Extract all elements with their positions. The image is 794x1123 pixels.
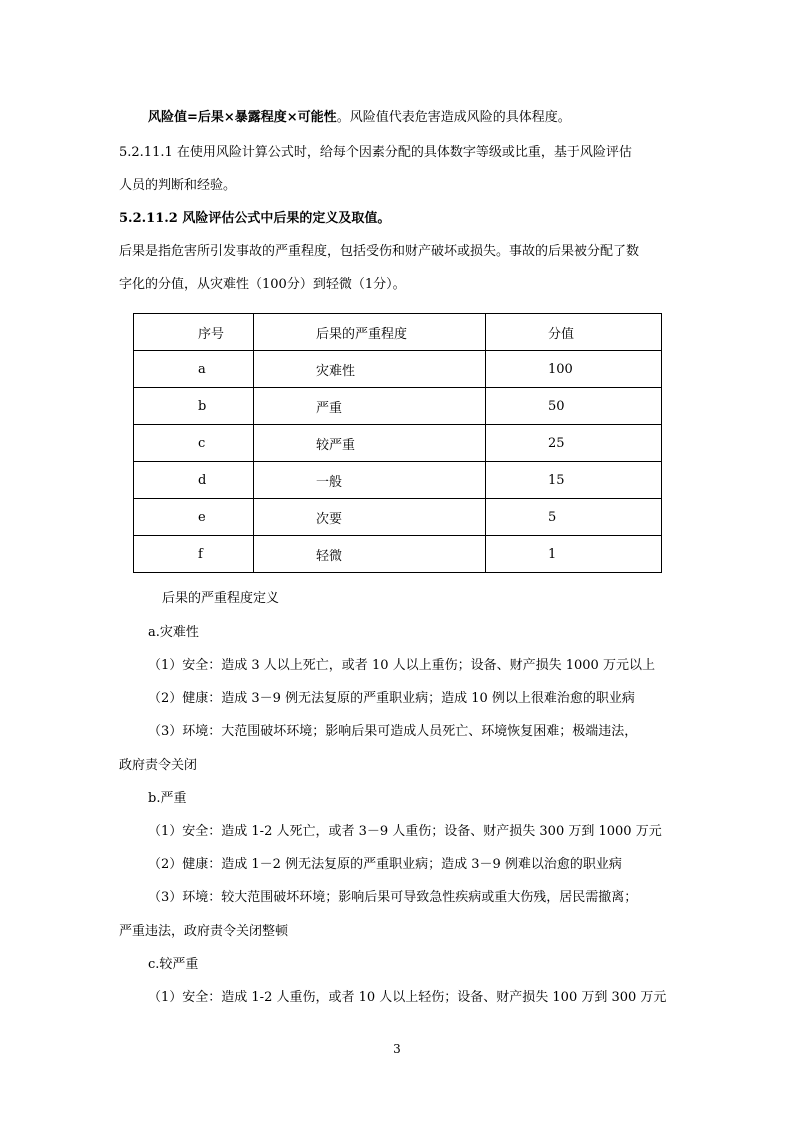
section-b-item3-line2: 严重违法，政府责令关闭整顿 [119,924,289,939]
section-b-item1: （1）安全：造成 1-2 人死亡，或者 3－9 人重伤；设备、财产损失 300 万到 1000 万元 [148,824,662,839]
para-5-2-11-1-line1: 5.2.11.1 在使用风险计算公式时，给每个因素分配的具体数字等级或比重，基于风险评估 [119,145,632,160]
row-id: c [134,425,254,462]
row-score: 5 [486,499,662,536]
row-id: f [134,536,254,573]
row-severity: 一般 [254,462,486,499]
row-id: a [134,351,254,388]
risk-formula [148,108,571,128]
row-severity: 较严重 [254,425,486,462]
severity-table [133,313,662,573]
row-score: 25 [486,425,662,462]
section-a-item3-line1: （3）环境：大范围破坏环境；影响后果可造成人员死亡、环境恢复困难；极端违法， [148,724,638,739]
row-id: d [134,462,254,499]
row-score: 1 [486,536,662,573]
table-caption: 后果的严重程度定义 [162,591,280,606]
row-id: e [134,499,254,536]
table-row [134,425,662,462]
table-row [134,351,662,388]
row-severity: 次要 [254,499,486,536]
section-c-title: c.较严重 [148,957,199,972]
section-a-title: a.灾难性 [148,625,199,640]
consequence-intro-line1: 后果是指危害所引发事故的严重程度，包括受伤和财产破坏或损失。事故的后果被分配了数 [119,244,640,259]
row-score: 15 [486,462,662,499]
section-a-item3-line2: 政府责令关闭 [119,758,198,773]
row-score: 50 [486,388,662,425]
section-a-item2: （2）健康：造成 3－9 例无法复原的严重职业病；造成 10 例以上很难治愈的职业病 [148,691,635,706]
header-id: 序号 [134,314,254,351]
header-score: 分值 [486,314,662,351]
row-id: b [134,388,254,425]
table-header-row [134,314,662,351]
row-score: 100 [486,351,662,388]
header-severity: 后果的严重程度 [254,314,486,351]
consequence-intro-line2: 字化的分值，从灾难性（100分）到轻微（1分）。 [119,277,406,292]
section-b-item2: （2）健康：造成 1－2 例无法复原的严重职业病；造成 3－9 例难以治愈的职业病 [148,857,622,872]
section-a-item1: （1）安全：造成 3 人以上死亡，或者 10 人以上重伤；设备、财产损失 1000 万元以上 [148,658,655,673]
section-c-item1: （1）安全：造成 1-2 人重伤，或者 10 人以上轻伤；设备、财产损失 100 万到 300 万元 [148,990,667,1005]
table-row [134,388,662,425]
table-row [134,499,662,536]
table-row [134,462,662,499]
heading-5-2-11-2: 5.2.11.2 风险评估公式中后果的定义及取值。 [119,211,391,226]
section-b-title: b.严重 [148,791,187,806]
row-severity: 灾难性 [254,351,486,388]
row-severity: 严重 [254,388,486,425]
row-severity: 轻微 [254,536,486,573]
table-row [134,536,662,573]
para-5-2-11-1-line2: 人员的判断和经验。 [119,178,237,193]
risk-formula-bold: 风险值=后果×暴露程度×可能性 [148,110,337,125]
page-number: 3 [393,1042,401,1056]
section-b-item3-line1: （3）环境：较大范围破坏环境；影响后果可导致急性疾病或重大伤残，居民需撤离； [148,890,638,905]
risk-formula-rest: 。风险值代表危害造成风险的具体程度。 [336,110,571,125]
